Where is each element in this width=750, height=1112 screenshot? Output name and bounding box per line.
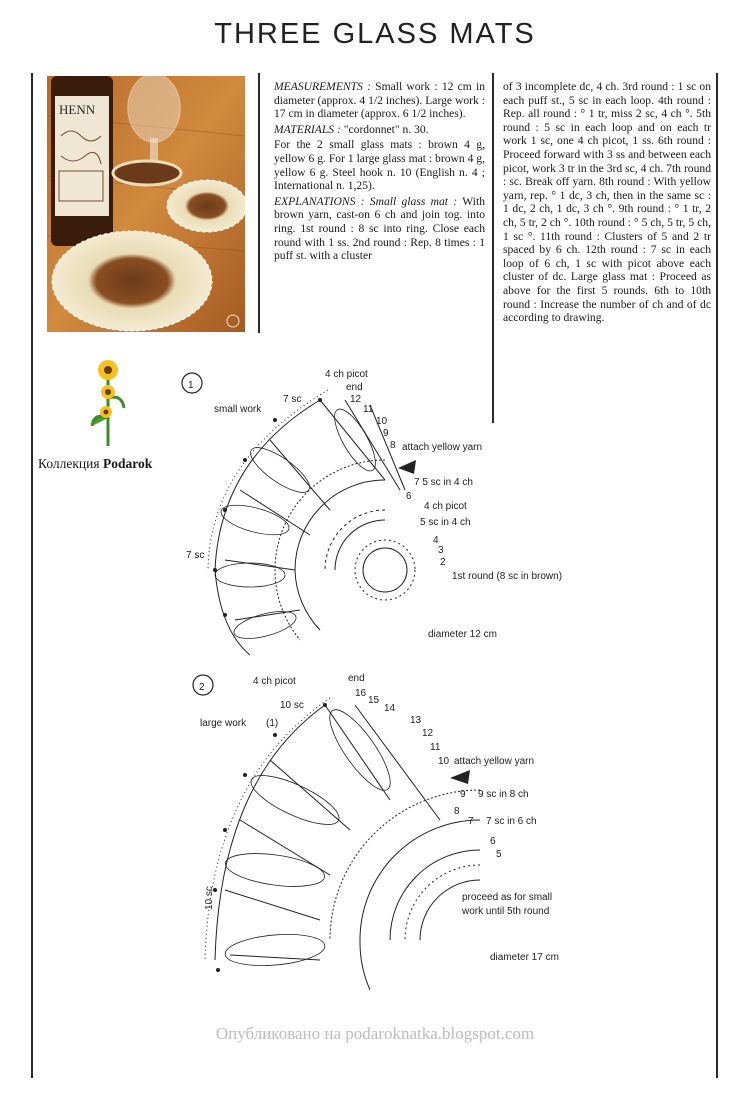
round-label: 12 bbox=[422, 728, 434, 739]
round-label: 11 bbox=[430, 742, 441, 753]
quantities-text: For the 2 small glass mats : brown 4 g, yellow 6 g. For 1 large glass mat : brown 4 g, yellow 6 g. Steel hook n. 10 (English n. 4 ; International n. 1,25). bbox=[274, 138, 485, 193]
diagram2-work: large work bbox=[200, 718, 247, 729]
quantities-paragraph bbox=[274, 138, 485, 192]
instructions-column-2 bbox=[503, 80, 711, 327]
diagram1-attach: attach yellow yarn bbox=[402, 442, 483, 453]
diagram1-work: small work bbox=[214, 404, 262, 415]
round-label: 4 bbox=[433, 535, 439, 546]
diagram2-end: end bbox=[348, 673, 365, 684]
measurements-paragraph bbox=[274, 80, 485, 121]
round-label: 16 bbox=[355, 688, 367, 699]
round-label: 8 bbox=[390, 440, 396, 451]
diagram-small-work bbox=[170, 360, 610, 660]
diagram-large-work bbox=[190, 670, 610, 1010]
round-label: 9 bbox=[460, 789, 466, 800]
diagram2-sc7: 7 sc in 6 ch bbox=[486, 816, 537, 827]
materials-text: "cordonnet" n. 30. bbox=[340, 122, 429, 136]
diagram2-proceed-1: proceed as for small bbox=[462, 892, 553, 903]
measurements-heading: MEASUREMENTS : bbox=[274, 80, 371, 93]
column-divider-mid bbox=[258, 73, 260, 333]
explanations-heading: EXPLANATIONS : Small glass mat : bbox=[274, 194, 458, 208]
diagram2-work-num: (1) bbox=[266, 718, 279, 729]
materials-paragraph bbox=[274, 123, 485, 137]
diagram2-attach: attach yellow yarn bbox=[454, 756, 535, 767]
page-title: THREE GLASS MATS bbox=[214, 18, 536, 50]
diagram1-end: end bbox=[346, 382, 363, 393]
diagram2-proceed-2: work until 5th round bbox=[462, 906, 550, 917]
diagram1-picot-top: 4 ch picot bbox=[325, 369, 368, 380]
diagram1-first-round: 1st round (8 sc in brown) bbox=[452, 571, 563, 582]
diagram1-sc5-a: 7 5 sc in 4 ch bbox=[414, 477, 473, 488]
diagram2-number: 2 bbox=[199, 682, 205, 693]
diagram1-picot-mid: 4 ch picot bbox=[424, 501, 467, 512]
measurements-text: Small work : 12 cm in diameter (approx. 4 1/2 inches). Large work : 17 cm in diameter (approx. 6 1/2 inches). bbox=[274, 80, 485, 121]
diagram2-sc10-top: 10 sc bbox=[280, 700, 304, 711]
continued-text: of 3 incomplete dc, 4 ch. 3rd round : 1 sc on each puff st., 5 sc in each loop. 4th round : Rep. all round : ° 1 tr, miss 2 sc, 4 ch °. 5th round : 5 sc in each loop and on each tr work 1 sc, one 4 ch picot, 1 ss. 6th round : Proceed forward with 3 ss and between each picot, work 3 tr in the 3rd sc, 4 ch. 7th round : sc. Break off yarn. 8th round : With yellow yarn, rep. ° 1 dc, 3 ch, then in the same sc : 1 dc, 2 ch, 1 dc, 3 ch °. 9th round : ° 1 tr, 2 ch, 5 tr, 2 ch °. 10th round : ° 5 ch, 5 tr, 5 ch, 1 sc °. 11th round : Clusters of 5 and 2 tr spaced by 6 ch. 12th round : 7 sc in each loop of 6 ch, 1 sc with picot above each cluster of dc. Large glass mat : Proceed as above for the first 5 rounds. 6th to 10th round : Increase the number of ch and of dc according to drawing. bbox=[503, 80, 711, 325]
svg-text:HENN: HENN bbox=[59, 102, 96, 117]
round-label: 8 bbox=[454, 806, 460, 817]
round-label: 3 bbox=[438, 545, 444, 556]
column-divider-left bbox=[31, 73, 33, 1078]
diagram1-diameter: diameter 12 cm bbox=[428, 629, 497, 640]
diagram1-sc7-top: 7 sc bbox=[283, 394, 302, 405]
collection-label bbox=[38, 456, 152, 472]
explanations-paragraph bbox=[274, 195, 485, 263]
glass-mats-photo bbox=[47, 76, 245, 332]
column-divider-far bbox=[716, 73, 718, 1078]
diagram2-sc10-left: 10 sc bbox=[204, 886, 215, 910]
round-label: 9 bbox=[383, 428, 389, 439]
watermark-footer: Опубликовано на podaroknatka.blogspot.com bbox=[215, 1024, 535, 1043]
round-label: 13 bbox=[410, 715, 422, 726]
diagram1-sc5-b: 5 sc in 4 ch bbox=[420, 517, 471, 528]
diagram2-diameter: diameter 17 cm bbox=[490, 952, 559, 963]
round-label: 7 bbox=[468, 816, 474, 827]
round-label: 6 bbox=[490, 836, 496, 847]
round-label: 10 bbox=[438, 756, 450, 767]
diagram1-number: 1 bbox=[188, 380, 194, 391]
round-label: 6 bbox=[406, 491, 412, 502]
round-label: 14 bbox=[384, 703, 396, 714]
collection-prefix: Коллекция bbox=[38, 456, 103, 471]
diagram1-sc7-left: 7 sc bbox=[186, 550, 205, 561]
materials-heading: MATERIALS : bbox=[274, 122, 341, 136]
round-label: 11 bbox=[363, 404, 374, 415]
round-label: 15 bbox=[368, 695, 380, 706]
round-label: 12 bbox=[350, 394, 362, 405]
instructions-column-1 bbox=[274, 80, 485, 265]
explanations-text: With brown yarn, cast-on 6 ch and join tog. into ring. 1st round : 8 sc into ring. Close each round with 1 ss. 2nd round : Rep. 8 times : 1 puff st. with a cluster bbox=[274, 194, 485, 263]
sunflower-icon bbox=[86, 358, 132, 453]
round-label: 10 bbox=[376, 416, 388, 427]
diagram2-picot-top: 4 ch picot bbox=[253, 676, 296, 687]
round-label: 2 bbox=[440, 557, 446, 568]
round-label: 5 bbox=[496, 849, 502, 860]
collection-name: Podarok bbox=[102, 456, 153, 471]
diagram2-sc9: 9 sc in 8 ch bbox=[478, 789, 529, 800]
